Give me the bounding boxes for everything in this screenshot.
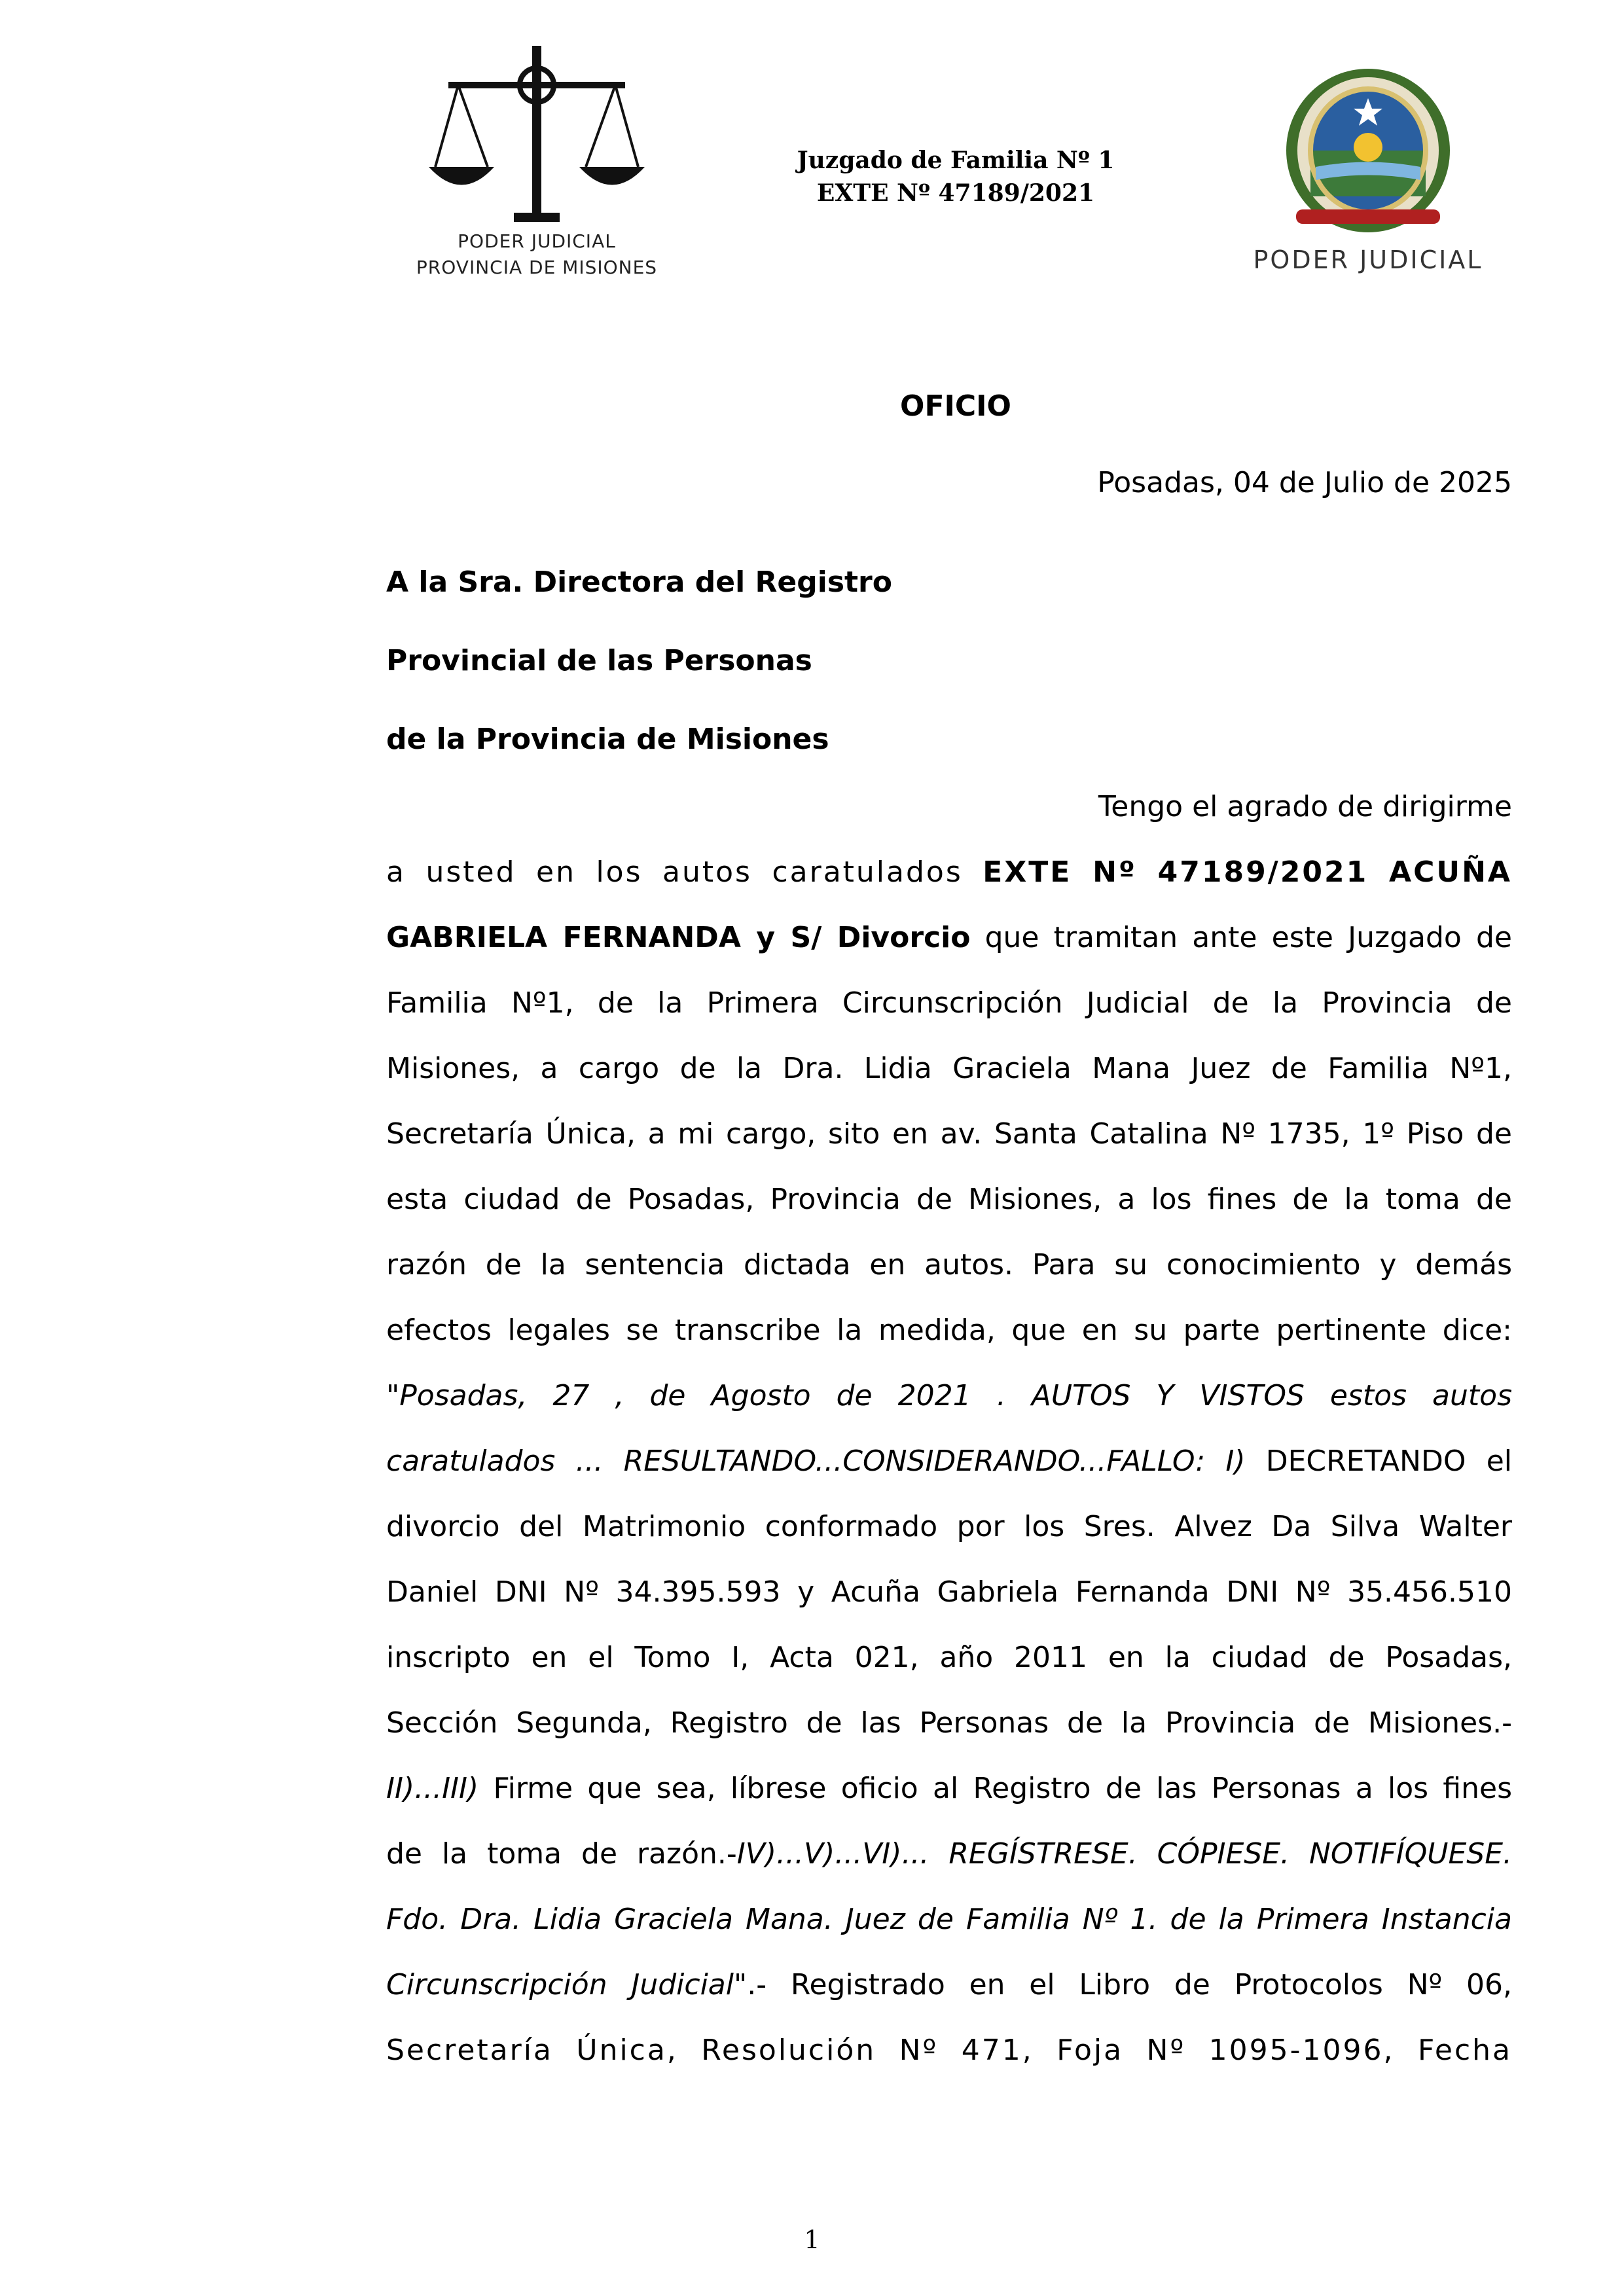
case-reference: EXTE Nº 47189/2021 ACUÑA — [983, 855, 1512, 889]
body-line: esta ciudad de Posadas, Provincia de Misiones, a los fines de la toma de — [386, 1183, 1512, 1216]
body-line: efectos legales se transcribe la medida, que en su parte pertinente dice: — [386, 1314, 1512, 1347]
case-reference: GABRIELA FERNANDA y S/ Divorcio — [386, 921, 971, 954]
body-line: GABRIELA FERNANDA y S/ Divorcio que tramitan ante este Juzgado de — [386, 921, 1512, 954]
body-line: de la toma de razón.-IV)...V)...VI)... REGÍSTRESE. CÓPIESE. NOTIFÍQUESE. — [386, 1837, 1512, 1871]
body-line: razón de la sentencia dictada en autos. Para su conocimiento y demás — [386, 1248, 1512, 1282]
body-line — [386, 1887, 1512, 1952]
document-title: OFICIO — [900, 389, 1011, 423]
page-number: 1 — [804, 2225, 820, 2254]
misiones-seal-logo — [1244, 59, 1492, 281]
quoted-ruling: Posadas, 27 , de Agosto de 2021 . AUTOS Y VISTOS estos autos — [399, 1379, 1512, 1412]
body-line: Sección Segunda, Registro de las Personas de la Provincia de Misiones.- — [386, 1706, 1512, 1740]
body-line: Circunscripción Judicial".- Registrado en el Libro de Protocolos Nº 06, — [386, 1968, 1512, 2001]
body-line: a usted en los autos caratulados EXTE Nº 47189/2021 ACUÑA — [386, 855, 1512, 889]
provincia-de-misiones-seal-icon — [1283, 59, 1453, 236]
body-line: inscripto en el Tomo I, Acta 021, año 2011 en la ciudad de Posadas, — [386, 1641, 1512, 1674]
date-line: Posadas, 04 de Julio de 2025 — [1097, 466, 1512, 499]
body-line: caratulados ... RESULTANDO...CONSIDERANDO...FALLO: I) DECRETANDO el — [386, 1444, 1512, 1478]
body-paragraph — [386, 774, 1512, 2083]
body-line: divorcio del Matrimonio conformado por los Sres. Alvez Da Silva Walter — [386, 1510, 1512, 1543]
body-line: Daniel DNI Nº 34.395.593 y Acuña Gabriela Fernanda DNI Nº 35.456.510 — [386, 1575, 1512, 1609]
court-name: Juzgado de Familia Nº 1 — [797, 147, 1115, 174]
body-line: Secretaría Única, a mi cargo, sito en av. Santa Catalina Nº 1735, 1º Piso de — [386, 1117, 1512, 1151]
quoted-ruling: Fdo. Dra. Lidia Graciela Mana. Juez de Familia Nº 1. de la Primera Instancia — [386, 1903, 1512, 1936]
addressee-block — [386, 543, 892, 779]
scales-of-justice-icon — [429, 39, 645, 229]
addressee-line: A la Sra. Directora del Registro — [386, 565, 892, 599]
quoted-ruling: Circunscripción Judicial — [386, 1968, 734, 2001]
court-header — [759, 144, 1152, 209]
quoted-ruling: IV)...V)...VI)... REGÍSTRESE. CÓPIESE. NOTIFÍQUESE. — [736, 1837, 1512, 1871]
seal-caption: PODER JUDICIAL — [1253, 245, 1483, 274]
body-line: "Posadas, 27 , de Agosto de 2021 . AUTOS Y VISTOS estos autos — [386, 1379, 1512, 1412]
body-line: Misiones, a cargo de la Dra. Lidia Graciela Mana Juez de Familia Nº1, — [386, 1052, 1512, 1085]
logo-line-2: PROVINCIA DE MISIONES — [416, 257, 658, 278]
body-line: Secretaría Única, Resolución Nº 471, Foja Nº 1095-1096, Fecha — [386, 2034, 1512, 2067]
addressee-line: de la Provincia de Misiones — [386, 723, 829, 756]
addressee-line: Provincial de las Personas — [386, 644, 812, 677]
body-line: II)...III) Firme que sea, líbrese oficio al Registro de las Personas a los fines — [386, 1772, 1512, 1805]
file-number: EXTE Nº 47189/2021 — [816, 179, 1095, 207]
body-line: Familia Nº1, de la Primera Circunscripción Judicial de la Provincia de — [386, 986, 1512, 1020]
quoted-ruling: II)...III) — [386, 1772, 479, 1805]
logo-line-1: PODER JUDICIAL — [458, 230, 616, 252]
body-line: Tengo el agrado de dirigirme — [1098, 790, 1512, 823]
quoted-ruling: caratulados ... RESULTANDO...CONSIDERANDO...FALLO: I) — [386, 1444, 1246, 1478]
poder-judicial-logo — [403, 39, 671, 288]
